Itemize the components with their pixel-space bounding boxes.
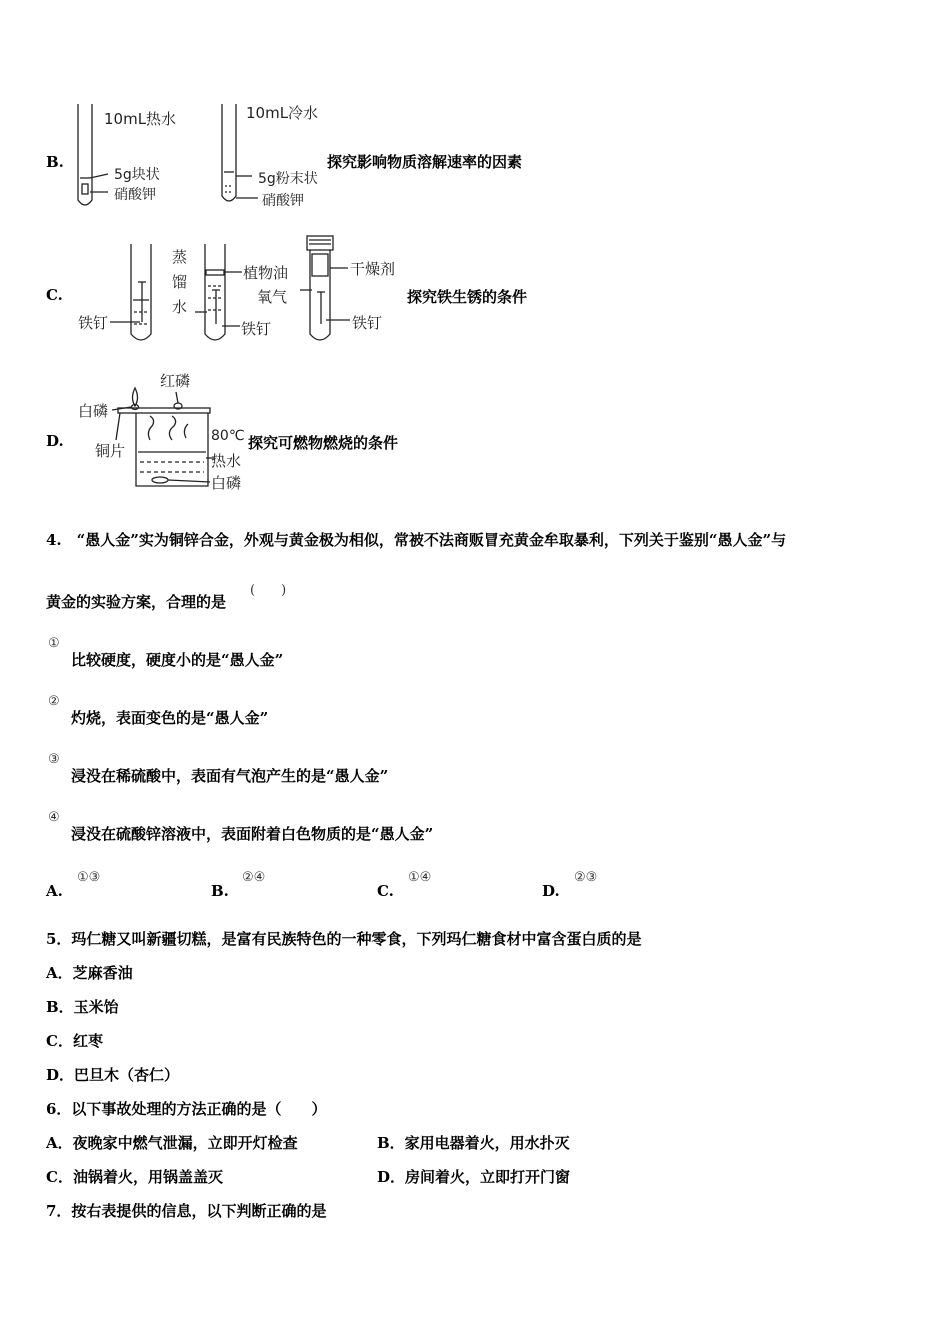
- white-phosphorus-bottom-label: 白磷: [211, 474, 242, 492]
- q5-option-d: D．巴旦木（杏仁）: [46, 1066, 180, 1084]
- white-phosphorus-top-label: 白磷: [78, 402, 109, 420]
- q4-stem-line-1: 4. “愚人金”实为铜锌合金，外观与黄金极为相似，常被不法商贩冒充黄金牟取暴利，下列关于鉴别“愚人金”与: [46, 531, 787, 549]
- q6-stem: 6．以下事故处理的方法正确的是（ ）: [46, 1100, 327, 1118]
- option-c-letter: C.: [46, 286, 63, 304]
- tube1-solid-label-1: 5g块状: [114, 167, 160, 183]
- hot-water-label: 热水: [211, 452, 242, 470]
- q4-answer-blank: ( ): [250, 583, 287, 598]
- q4-choice-b-letter: B.: [211, 882, 229, 900]
- tube2-label: 10mL冷水: [246, 104, 319, 122]
- temperature-label: 80℃: [211, 428, 245, 444]
- q4-choice-a-letter: A.: [46, 882, 63, 900]
- q6-option-a: A．夜晚家中燃气泄漏，立即开灯检查: [46, 1134, 298, 1152]
- q5-option-a: A．芝麻香油: [46, 964, 133, 982]
- tube2-solid-label-1: 5g粉末状: [258, 171, 318, 187]
- q4-item-2-text: 灼烧，表面变色的是“愚人金”: [71, 709, 269, 727]
- q7-stem: 7．按右表提供的信息，以下判断正确的是: [46, 1202, 327, 1220]
- copper-plate-label: 铜片: [95, 442, 126, 460]
- q4-choice-a-value: ①③: [77, 870, 101, 885]
- tube1-label: 10mL热水: [104, 110, 177, 128]
- q5-stem: 5．玛仁糖又叫新疆切糕，是富有民族特色的一种零食，下列玛仁糖食材中富含蛋白质的是: [46, 930, 642, 948]
- tube2-solid-label-2: 硝酸钾: [262, 193, 304, 209]
- water-label-2: 馏: [172, 273, 188, 291]
- q4-item-1-number: ①: [48, 636, 60, 651]
- option-b-letter: B.: [46, 153, 64, 171]
- q6-option-c: C．油锅着火，用锅盖盖灭: [46, 1168, 223, 1186]
- option-b-description: 探究影响物质溶解速率的因素: [327, 153, 523, 171]
- option-c-description: 探究铁生锈的条件: [407, 288, 528, 306]
- option-d-letter: D.: [46, 432, 64, 450]
- option-d-description: 探究可燃物燃烧的条件: [248, 434, 399, 452]
- water-label-3: 水: [172, 298, 188, 316]
- q4-item-4-text: 浸没在硫酸锌溶液中，表面附着白色物质的是“愚人金”: [71, 825, 434, 843]
- combustion-apparatus: [0, 0, 950, 500]
- desiccant-label: 干燥剂: [350, 260, 396, 278]
- q6-option-b: B．家用电器着火，用水扑灭: [377, 1134, 570, 1152]
- q4-item-3-number: ③: [48, 752, 60, 767]
- q4-choice-c-letter: C.: [377, 882, 394, 900]
- nail-label-2: 铁钉: [241, 320, 272, 338]
- q4-choice-b-value: ②④: [242, 870, 266, 885]
- tube1-solid-label-2: 硝酸钾: [114, 187, 156, 203]
- q5-option-c: C．红枣: [46, 1032, 103, 1050]
- q4-choice-c-value: ①④: [408, 870, 432, 885]
- q4-choice-d-letter: D.: [542, 882, 560, 900]
- red-phosphorus-label: 红磷: [160, 372, 191, 390]
- nail-label-1: 铁钉: [78, 314, 109, 332]
- q4-choice-d-value: ②③: [574, 870, 598, 885]
- q4-stem-line-2: 黄金的实验方案，合理的是: [46, 593, 227, 611]
- nail-label-3: 铁钉: [352, 314, 383, 332]
- q4-item-2-number: ②: [48, 694, 60, 709]
- q5-option-b: B．玉米饴: [46, 998, 119, 1016]
- q4-item-1-text: 比较硬度，硬度小的是“愚人金”: [71, 651, 284, 669]
- q4-item-4-number: ④: [48, 810, 60, 825]
- oxygen-label: 氧气: [257, 288, 288, 306]
- water-label-1: 蒸: [172, 248, 188, 266]
- q6-option-d: D．房间着火，立即打开门窗: [377, 1168, 571, 1186]
- q4-item-3-text: 浸没在稀硫酸中，表面有气泡产生的是“愚人金”: [71, 767, 389, 785]
- oil-label: 植物油: [243, 264, 289, 282]
